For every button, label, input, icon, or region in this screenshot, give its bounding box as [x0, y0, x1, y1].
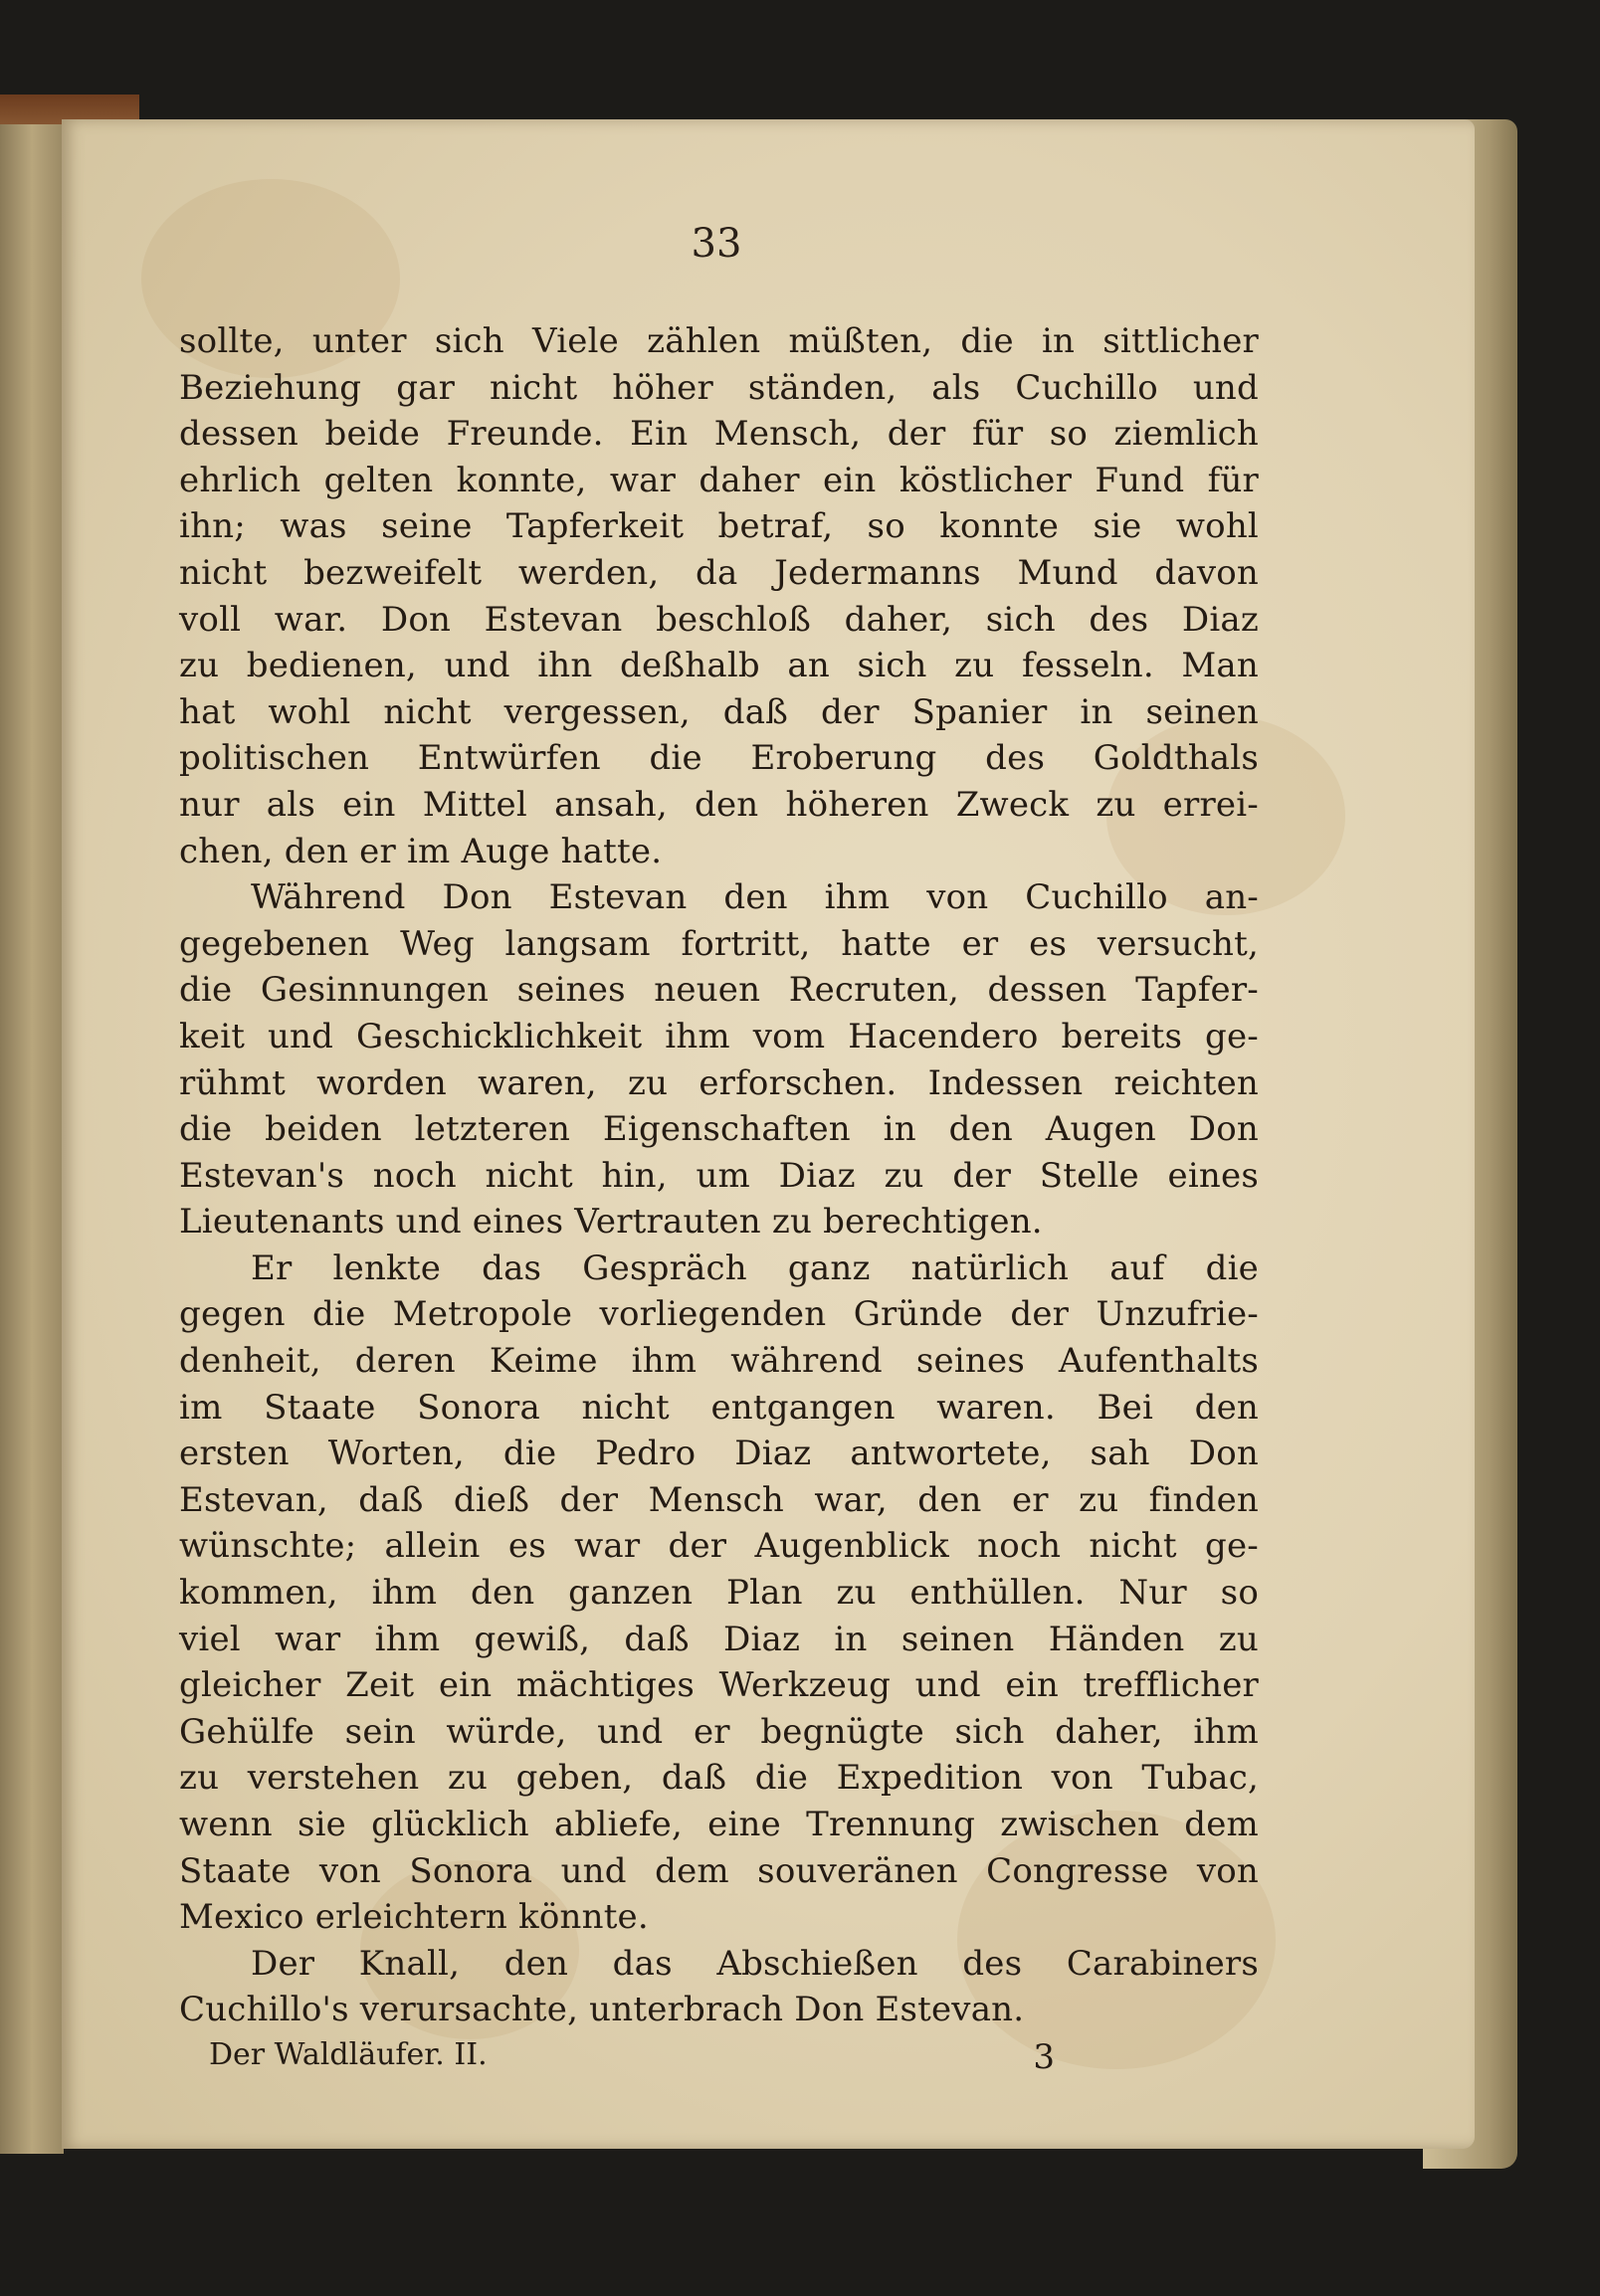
- text-line: gleicher Zeit ein mächtiges Werkzeug und ein trefflicher: [179, 1665, 1259, 1706]
- text-line: denheit, deren Keime ihm während seines Aufenthalts: [179, 1341, 1259, 1382]
- text-line: hat wohl nicht vergessen, daß der Spanier in seinen: [179, 691, 1259, 732]
- text-line: Er lenkte das Gespräch ganz natürlich auf die: [251, 1247, 1259, 1288]
- text-line: Estevan's noch nicht hin, um Diaz zu der Stelle eines: [179, 1155, 1259, 1196]
- footer-book-title: Der Waldläufer. II.: [209, 2037, 488, 2072]
- text-line: im Staate Sonora nicht entgangen waren. Bei den: [179, 1387, 1259, 1428]
- text-line: nicht bezweifelt werden, da Jedermanns Mund davon: [179, 552, 1259, 593]
- text-line: gegen die Metropole vorliegenden Gründe der Unzufrie-: [179, 1294, 1259, 1335]
- text-line: Estevan, daß dieß der Mensch war, den er zu finden: [179, 1479, 1259, 1520]
- text-line: keit und Geschicklichkeit ihm vom Hacendero bereits ge-: [179, 1016, 1259, 1056]
- page-number: 33: [691, 221, 742, 267]
- text-line: dessen beide Freunde. Ein Mensch, der für so ziemlich: [179, 414, 1259, 455]
- footer-signature-mark: 3: [1033, 2037, 1055, 2077]
- text-line: Beziehung gar nicht höher ständen, als Cuchillo und: [179, 367, 1259, 408]
- text-line: zu verstehen zu geben, daß die Expedition von Tubac,: [179, 1758, 1259, 1799]
- text-line: kommen, ihm den ganzen Plan zu enthüllen. Nur so: [179, 1573, 1259, 1614]
- text-line: Cuchillo's verursachte, unterbrach Don Estevan.: [179, 1990, 1025, 2030]
- text-line: Staate von Sonora und dem souveränen Congresse von: [179, 1850, 1259, 1891]
- text-line: nur als ein Mittel ansah, den höheren Zweck zu errei-: [179, 784, 1259, 825]
- text-line: gegebenen Weg langsam fortritt, hatte er es versucht,: [179, 923, 1259, 964]
- text-line: die Gesinnungen seines neuen Recruten, dessen Tapfer-: [179, 970, 1259, 1011]
- text-line: voll war. Don Estevan beschloß daher, sich des Diaz: [179, 599, 1259, 640]
- body-text: [179, 318, 1259, 2033]
- text-line: ihn; was seine Tapferkeit betraf, so konnte sie wohl: [179, 506, 1259, 547]
- page-footer: [209, 2037, 1055, 2087]
- text-line: Mexico erleichtern könnte.: [179, 1897, 649, 1938]
- text-line: politischen Entwürfen die Eroberung des Goldthals: [179, 738, 1259, 779]
- left-page-edge: [0, 124, 64, 2154]
- text-line: Während Don Estevan den ihm von Cuchillo an-: [251, 877, 1259, 918]
- text-line: Gehülfe sein würde, und er begnügte sich daher, ihm: [179, 1711, 1259, 1752]
- text-line: chen, den er im Auge hatte.: [179, 831, 663, 871]
- text-line: sollte, unter sich Viele zählen müßten, die in sittlicher: [179, 321, 1259, 361]
- text-line: die beiden letzteren Eigenschaften in den Augen Don: [179, 1109, 1259, 1150]
- text-line: rühmt worden waren, zu erforschen. Indessen reichten: [179, 1062, 1259, 1103]
- text-line: Lieutenants und eines Vertrauten zu berechtigen.: [179, 1202, 1043, 1243]
- text-line: zu bedienen, und ihn deßhalb an sich zu fesseln. Man: [179, 646, 1259, 686]
- text-line: ersten Worten, die Pedro Diaz antwortete, sah Don: [179, 1434, 1259, 1474]
- text-line: ehrlich gelten konnte, war daher ein köstlicher Fund für: [179, 460, 1259, 500]
- text-line: wünschte; allein es war der Augenblick noch nicht ge-: [179, 1526, 1259, 1567]
- text-line: wenn sie glücklich abliefe, eine Trennung zwischen dem: [179, 1805, 1259, 1844]
- text-line: Der Knall, den das Abschießen des Carabiners: [251, 1943, 1259, 1984]
- text-line: viel war ihm gewiß, daß Diaz in seinen Händen zu: [179, 1619, 1259, 1659]
